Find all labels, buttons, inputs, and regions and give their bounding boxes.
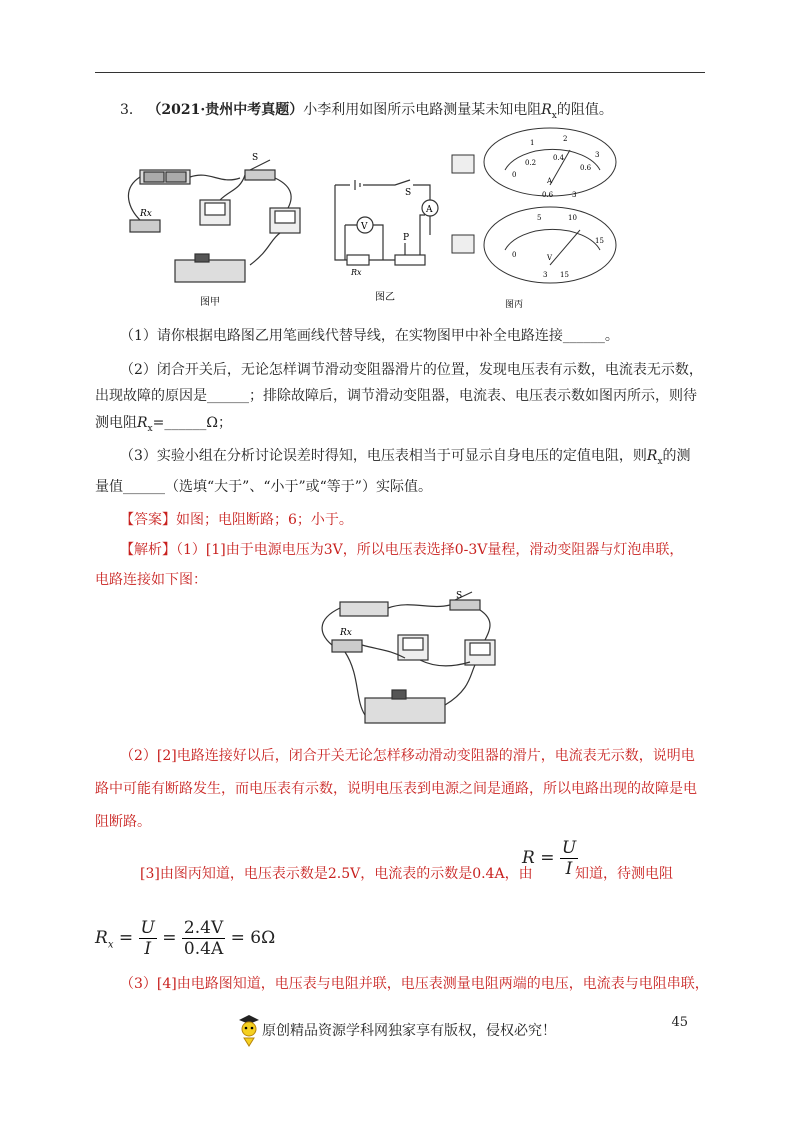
svg-text:Rx: Rx (351, 268, 362, 277)
svg-text:S: S (252, 153, 259, 163)
fig-jia-label: 图甲 (200, 297, 220, 308)
svg-text:V: V (361, 222, 368, 232)
stem-sub: x (551, 110, 557, 121)
analysis-line4: 路中可能有断路发生，而电压表有示数，说明电压表到电源之间是通路，所以电路出现的故障是电 (95, 781, 697, 797)
q2-line1: （2）闭合开关后，无论怎样调节滑动变阻器滑片的位置，发现电压表有示数，电流表无示数， (120, 362, 703, 378)
q3-end: 的测 (662, 448, 691, 464)
analysis-line6-end: 知道，待测电阻 (575, 866, 673, 882)
svg-text:3: 3 (595, 151, 600, 159)
svg-text:0: 0 (512, 171, 517, 179)
svg-text:P: P (403, 233, 410, 243)
f2-frac1 (139, 918, 157, 959)
f1-lhs: R (522, 848, 535, 868)
answer-text: 如图；电阻断路；6；小于。 (176, 512, 353, 528)
page-number: 45 (671, 1015, 688, 1030)
q3-sub: x (657, 456, 663, 467)
f2-lhs: R (95, 928, 108, 948)
svg-text:A: A (426, 205, 433, 215)
figure-jia (120, 150, 310, 310)
q3-line2: 量值______（选填“大于”、“小于”或“等于”）实际值。 (95, 479, 432, 495)
svg-text:5: 5 (537, 214, 542, 222)
answer-tag: 【答案】 (120, 512, 176, 528)
svg-text:15: 15 (560, 271, 569, 279)
analysis-line2: 电路连接如下图： (95, 572, 207, 588)
svg-text:0.6: 0.6 (580, 164, 592, 172)
figure-yi (325, 175, 445, 305)
svg-text:S: S (405, 188, 412, 198)
svg-text:2: 2 (563, 135, 568, 143)
svg-text:V: V (547, 254, 553, 262)
f1-den: I (565, 859, 573, 879)
fig-bing-label: 图丙 (505, 300, 524, 310)
svg-text:Rx: Rx (340, 628, 352, 638)
f2-num1: U (140, 918, 155, 938)
stem-text: 小李利用如图所示电路测量某未知电阻 (303, 102, 542, 118)
analysis-line1 (120, 540, 683, 560)
figure-solution (310, 590, 510, 735)
question-source: （2021·贵州中考真题） (147, 102, 304, 118)
f2-den1: I (144, 939, 152, 959)
q1: （1）请你根据电路图乙用笔画线代替导线，在实物图甲中补全电路连接______。 (120, 328, 619, 344)
stem-symbol: R (541, 102, 552, 118)
analysis-l1: （1）[1]由于电源电压为3V，所以电压表选择0-3V量程，滑动变阻器与灯泡串联， (176, 542, 684, 558)
analysis-line7: （3）[4]由电路图知道，电压表与电阻并联，电压表测量电阻两端的电压，电流表与电阻串联， (120, 976, 709, 992)
q3-symbol: R (646, 448, 658, 464)
figure-bing (450, 125, 620, 310)
svg-text:0.6: 0.6 (542, 191, 554, 199)
q2-line2: 出现故障的原因是______；排除故障后，调节滑动变阻器，电流表、电压表示数如图丙所示，则待 (95, 388, 697, 404)
f2-sub: x (107, 939, 114, 951)
svg-text:3: 3 (572, 191, 577, 199)
header-rule (95, 72, 705, 73)
f2-frac2 (182, 918, 225, 959)
svg-text:3: 3 (543, 271, 548, 279)
mascot-icon (236, 1012, 262, 1048)
f1-eq: = (540, 848, 555, 868)
q2-pre: 测电阻 (95, 415, 137, 431)
q2-sub: x (147, 423, 153, 434)
svg-text:0: 0 (512, 251, 517, 259)
svg-text:A: A (547, 177, 553, 185)
formula-rx: $R_x$ = $\frac{U}{I}$ = $\frac{2.4V}{0.4A}$ = 6Ω (95, 918, 276, 959)
q3-line1 (120, 446, 691, 472)
f1-num: U (561, 838, 577, 858)
f2-num2: 2.4V (183, 918, 224, 938)
footer-copyright: 原创精品资源学科网独家享有版权，侵权必究！ (262, 1023, 556, 1039)
analysis-tag: 【解析】 (120, 542, 176, 558)
svg-text:10: 10 (568, 214, 577, 222)
q3-text: （3）实验小组在分析讨论误差时得知，电压表相当于可显示自身电压的定值电阻，则 (120, 448, 647, 464)
formula-r-ui (522, 838, 578, 879)
f2-den2: 0.4A (183, 939, 224, 959)
svg-text:0.2: 0.2 (525, 159, 537, 167)
q2-symbol: R (137, 415, 148, 431)
analysis-line3: （2）[2]电路连接好以后，闭合开关无论怎样移动滑动变阻器的滑片，电流表无示数，说明电 (120, 748, 695, 764)
analysis-line6: [3]由图丙知道，电压表示数是2.5V，电流表的示数是0.4A，由 (140, 866, 533, 882)
svg-text:Rx: Rx (140, 209, 152, 219)
f2-result: = 6Ω (230, 928, 276, 948)
svg-text:0.4: 0.4 (553, 154, 565, 162)
svg-text:15: 15 (595, 237, 604, 245)
q2-line3 (95, 413, 232, 439)
question-stem (120, 100, 613, 126)
fig-yi-label: 图乙 (375, 292, 395, 303)
answer-line (120, 510, 353, 530)
svg-text:1: 1 (530, 139, 535, 147)
svg-text:S: S (456, 591, 463, 601)
question-number: 3． (120, 102, 143, 118)
stem-end: 的阻值。 (556, 102, 613, 118)
q2-post: =______Ω； (152, 415, 232, 431)
analysis-line5: 阻断路。 (95, 814, 151, 830)
